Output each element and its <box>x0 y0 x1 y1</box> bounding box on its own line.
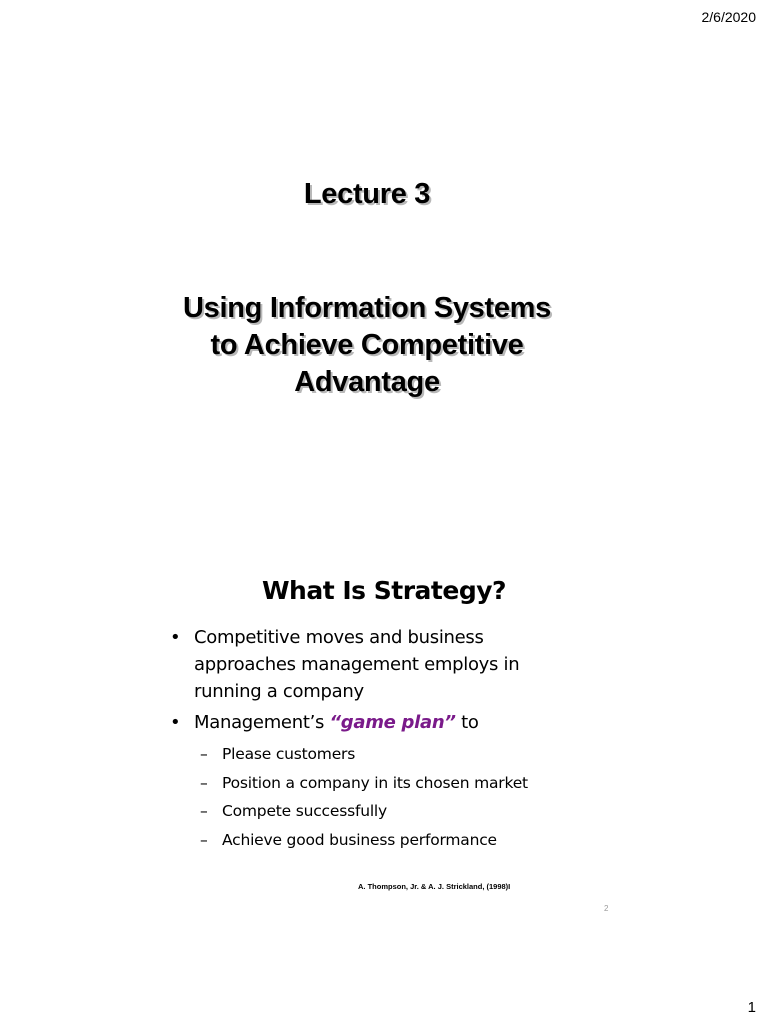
subtitle-line: to Achieve Competitive <box>210 329 524 361</box>
slide-number: 2 <box>604 904 609 913</box>
subbullet-text: Position a company in its chosen market <box>222 773 528 792</box>
page-date: 2/6/2020 <box>701 9 756 25</box>
slide2-heading: What Is Strategy? <box>261 576 507 605</box>
bullet-marker: • <box>170 712 181 733</box>
citation: A. Thompson, Jr. & A. J. Strickland, (1998)I <box>358 882 511 891</box>
subbullet-list <box>194 740 558 854</box>
bullet-text: to <box>455 712 479 733</box>
page-number: 1 <box>747 999 756 1016</box>
slide1-subtitle <box>0 290 734 401</box>
subbullet-text: Compete successfully <box>222 802 388 820</box>
bullet-line: Competitive moves and business <box>194 627 484 648</box>
dash-marker: – <box>200 830 208 849</box>
bullet-marker: • <box>170 627 181 648</box>
bullet-list <box>168 624 558 858</box>
subtitle-line: Using Information Systems <box>183 292 551 324</box>
subbullet-text: Achieve good business performance <box>222 830 497 849</box>
subbullet-item <box>194 740 558 769</box>
slide1-title: Lecture 3 <box>303 178 431 210</box>
subtitle-line: Advantage <box>294 366 440 398</box>
dash-marker: – <box>200 802 208 820</box>
dash-marker: – <box>200 773 208 792</box>
dash-marker: – <box>200 745 208 763</box>
emphasis-text: “game plan” <box>329 712 456 733</box>
bullet-item <box>168 709 558 854</box>
subbullet-item <box>194 797 558 826</box>
subbullet-item <box>194 769 558 798</box>
subbullet-text: Please customers <box>222 745 356 763</box>
bullet-item <box>168 624 558 705</box>
bullet-text: Management’s <box>194 712 330 733</box>
bullet-line: running a company <box>194 681 364 702</box>
bullet-line: approaches management employs in <box>194 654 520 675</box>
subbullet-item <box>194 826 558 855</box>
